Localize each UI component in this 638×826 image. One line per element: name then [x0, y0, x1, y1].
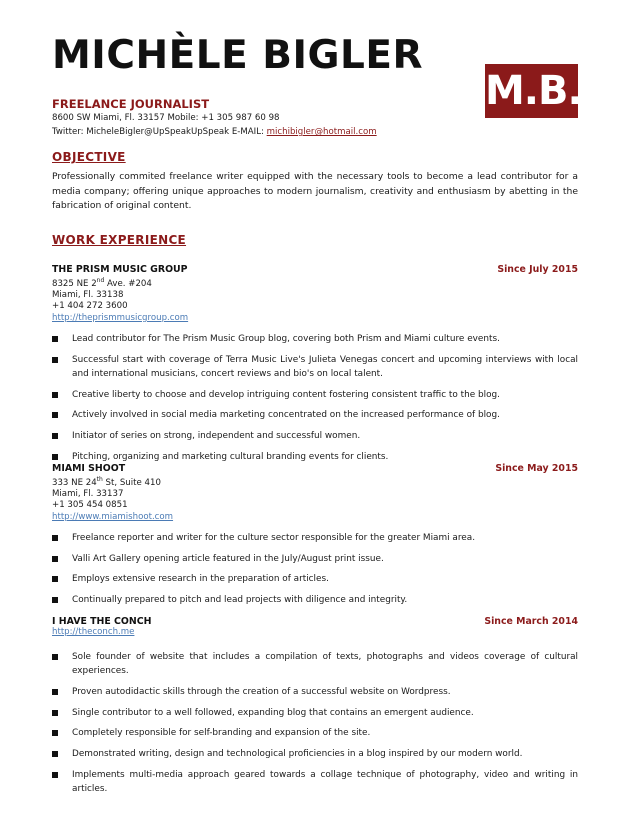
job-header	[52, 616, 578, 627]
bullet-square-icon	[52, 597, 58, 603]
job-header	[52, 463, 578, 474]
bullet-square-icon	[52, 357, 58, 363]
job-bullets	[52, 531, 578, 614]
bullet-square-icon	[52, 772, 58, 778]
job-title: FREELANCE JOURNALIST	[52, 97, 210, 111]
company-link[interactable]: http://www.miamishoot.com	[52, 511, 174, 522]
address-street: 333 NE 24th St, Suite 410	[52, 476, 161, 488]
bullet-square-icon	[52, 751, 58, 757]
address-city: Miami, Fl. 33137	[52, 489, 124, 500]
bullet-square-icon	[52, 392, 58, 398]
address-phone: +1 404 272 3600	[52, 301, 128, 312]
job-bullets	[52, 332, 578, 470]
job-date: Since March 2014	[484, 616, 578, 627]
work-experience-heading: WORK EXPERIENCE	[52, 233, 187, 247]
company-address	[52, 474, 578, 512]
list-item: Demonstrated writing, design and technological proficiencies in a blog inspired by our modern world.	[52, 747, 578, 761]
list-item: Pitching, organizing and marketing cultural branding events for clients.	[52, 450, 578, 464]
list-item: Implements multi-media approach geared towards a collage technique of photography, video and writing in articles.	[52, 768, 578, 796]
bullet-square-icon	[52, 336, 58, 342]
job-date: Since July 2015	[497, 264, 578, 275]
job-entry	[52, 264, 578, 324]
contact-line	[52, 127, 377, 137]
company-name: MIAMI SHOOT	[52, 463, 126, 474]
email-link[interactable]: michibigler@hotmail.com	[266, 127, 377, 137]
objective-heading: OBJECTIVE	[52, 150, 126, 164]
list-item: Employs extensive research in the preparation of articles.	[52, 572, 578, 586]
list-item: Actively involved in social media marketing concentrated on the increased performance of blog.	[52, 408, 578, 422]
company-address	[52, 275, 578, 313]
company-name: THE PRISM MUSIC GROUP	[52, 264, 188, 275]
address-city: Miami, Fl. 33138	[52, 290, 124, 301]
job-date: Since May 2015	[495, 463, 578, 474]
list-item: Sole founder of website that includes a compilation of texts, photographs and videos coverage of cultural experiences.	[52, 650, 578, 678]
list-item: Successful start with coverage of Terra Music Live's Julieta Venegas concert and upcoming interviews with local and international musicians, concert reviews and bio's on local talent.	[52, 353, 578, 381]
address-phone: +1 305 454 0851	[52, 500, 128, 511]
bullet-square-icon	[52, 433, 58, 439]
objective-text: Professionally commited freelance writer equipped with the necessary tools to become a lead contributor for a media company; offering unique approaches to modern journalism, creativity and enthusiasm by abetting in the fabrication of original content.	[52, 171, 578, 211]
list-item: Initiator of series on strong, independent and successful women.	[52, 429, 578, 443]
bullet-square-icon	[52, 710, 58, 716]
list-item: Proven autodidactic skills through the creation of a successful website on Wordpress.	[52, 685, 578, 699]
company-name: I HAVE THE CONCH	[52, 616, 152, 627]
job-header	[52, 264, 578, 275]
bullet-square-icon	[52, 454, 58, 460]
list-item: Freelance reporter and writer for the culture sector responsible for the greater Miami area.	[52, 531, 578, 545]
bullet-square-icon	[52, 556, 58, 562]
address-line: 8600 SW Miami, Fl. 33157 Mobile: +1 305 987 60 98	[52, 113, 280, 123]
list-item: Completely responsible for self-branding and expansion of the site.	[52, 726, 578, 740]
bullet-square-icon	[52, 689, 58, 695]
company-link[interactable]: http://theconch.me	[52, 627, 135, 637]
list-item: Single contributor to a well followed, expanding blog that contains an emergent audience.	[52, 706, 578, 720]
bullet-square-icon	[52, 412, 58, 418]
list-item: Valli Art Gallery opening article featured in the July/August print issue.	[52, 552, 578, 566]
bullet-square-icon	[52, 576, 58, 582]
job-entry	[52, 616, 578, 639]
job-entry	[52, 463, 578, 523]
list-item: Creative liberty to choose and develop intriguing content fostering consistent traffic to the blog.	[52, 388, 578, 402]
resume-name: MICHÈLE BIGLER	[52, 33, 424, 78]
twitter-email-label: Twitter: MicheleBigler@UpSpeakUpSpeak E-MAIL:	[52, 127, 267, 137]
bullet-square-icon	[52, 535, 58, 541]
bullet-square-icon	[52, 730, 58, 736]
monogram-logo: M.B.	[485, 64, 578, 118]
company-link[interactable]: http://theprismmusicgroup.com	[52, 312, 189, 323]
bullet-square-icon	[52, 654, 58, 660]
list-item: Continually prepared to pitch and lead projects with diligence and integrity.	[52, 593, 578, 607]
list-item: Lead contributor for The Prism Music Group blog, covering both Prism and Miami culture events.	[52, 332, 578, 346]
address-street: 8325 NE 2nd Ave. #204	[52, 277, 152, 289]
job-bullets	[52, 650, 578, 803]
